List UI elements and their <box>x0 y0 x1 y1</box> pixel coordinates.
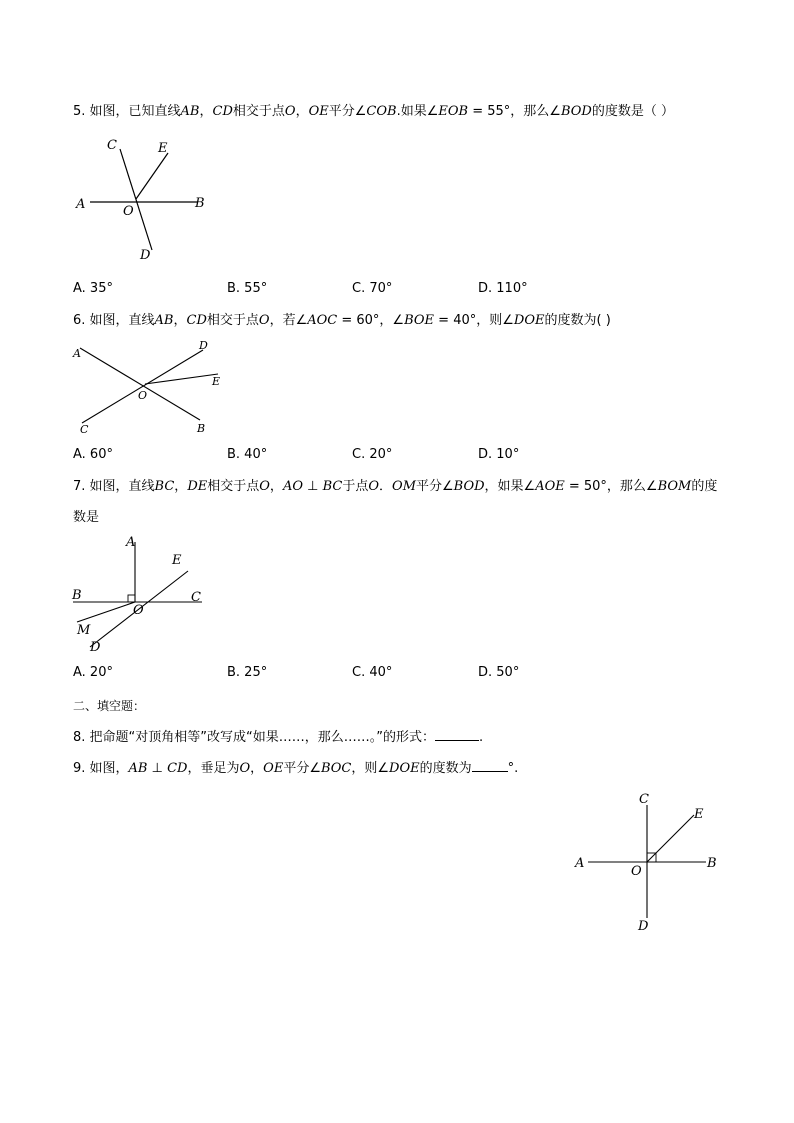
q6-figure <box>70 338 230 438</box>
q7-label-b: B <box>72 588 82 603</box>
q7-perp-symbol: ⊥ <box>302 479 323 494</box>
q9-text: 的度数为 <box>419 761 472 776</box>
q7-var-bom: BOM <box>657 479 692 494</box>
q9-figure <box>572 790 732 935</box>
q5-var-cd: CD <box>212 104 233 119</box>
q7-label-o: O <box>133 603 144 618</box>
q7-text: 于点 <box>342 479 369 494</box>
q7-text: = 50°，那么∠ <box>564 479 658 494</box>
q6-line-cd <box>82 350 203 423</box>
q7-label-d: D <box>90 640 101 655</box>
q5-var-eob: EOB <box>438 104 469 119</box>
q9-label-e: E <box>694 807 704 822</box>
q6-label-d: D <box>199 339 208 352</box>
q7-text: ，如果∠ <box>484 479 536 494</box>
q7-stem-line2: 数是 <box>73 510 100 525</box>
q7-option-a[interactable]: A. 20° <box>73 665 113 680</box>
q7-var-bc: BC <box>154 479 175 494</box>
q8-text: 8. 把命题“对顶角相等”改写成“如果……，那么……。”的形式： <box>73 730 435 745</box>
q7-label-e: E <box>172 553 182 568</box>
q7-text: 的度 <box>691 479 718 494</box>
q7-text: 平分∠ <box>416 479 454 494</box>
q6-text: = 60°，∠ <box>337 313 405 328</box>
q6-text: = 40°，则∠ <box>434 313 514 328</box>
q5-option-a[interactable]: A. 35° <box>73 281 113 296</box>
q7-stem <box>73 477 717 497</box>
q6-label-e: E <box>212 375 221 388</box>
q5-line-cd <box>120 149 152 250</box>
q7-text: ， <box>269 479 283 494</box>
q9-text: ， <box>250 761 264 776</box>
q5-var-ab: AB <box>180 104 200 119</box>
q5-text: 相交于点 <box>232 104 285 119</box>
q6-label-o: O <box>138 389 148 402</box>
q6-var-aoc: AOC <box>307 313 338 328</box>
q9-var-o: O <box>239 761 251 776</box>
q6-option-c[interactable]: C. 20° <box>352 447 393 462</box>
q9-var-ab: AB <box>128 761 148 776</box>
q5-ray-oe <box>136 153 168 199</box>
q5-text: 5. 如图，已知直线 <box>73 104 181 119</box>
q9-text: ，垂足为 <box>187 761 240 776</box>
q6-var-cd: CD <box>186 313 207 328</box>
q6-var-ab: AB <box>154 313 174 328</box>
q6-label-c: C <box>80 423 89 436</box>
q5-text: 平分∠ <box>328 104 367 119</box>
q9-answer-blank[interactable] <box>472 758 508 772</box>
q5-label-d: D <box>140 248 151 263</box>
q5-option-c[interactable]: C. 70° <box>352 281 393 296</box>
q6-var-o: O <box>258 313 270 328</box>
q7-var-o: O <box>259 479 270 494</box>
q5-label-e: E <box>158 141 168 156</box>
q6-text: 6. 如图，直线 <box>73 313 155 328</box>
q6-text: 相交于点 <box>206 313 259 328</box>
q9-var-doe: DOE <box>389 761 420 776</box>
q7-var-aoe: AOE <box>535 479 565 494</box>
q5-label-o: O <box>123 204 134 219</box>
q9-label-d: D <box>638 919 649 934</box>
q7-var-o: O <box>368 479 380 494</box>
q6-text: ，若∠ <box>269 313 308 328</box>
q8-answer-blank[interactable] <box>435 727 479 741</box>
q9-label-c: C <box>639 792 649 807</box>
q7-label-c: C <box>191 590 201 605</box>
q5-stem <box>73 102 674 122</box>
q7-var-om: OM <box>392 479 416 494</box>
q7-text: ． <box>379 479 393 494</box>
section-title: 二、填空题： <box>73 699 146 713</box>
q5-figure <box>70 135 220 265</box>
q9-label-o: O <box>631 864 642 879</box>
q6-option-d[interactable]: D. 10° <box>478 447 520 462</box>
q6-var-doe: DOE <box>513 313 545 328</box>
q6-text: 的度数为( ) <box>544 313 611 328</box>
q6-text: ， <box>173 313 187 328</box>
q5-var-o: O <box>284 104 296 119</box>
q5-text: ， <box>295 104 309 119</box>
q8-stem <box>73 727 483 748</box>
q6-label-a: A <box>73 347 81 360</box>
q5-text: = 55°，那么∠ <box>468 104 561 119</box>
q5-option-b[interactable]: B. 55° <box>227 281 268 296</box>
q7-option-b[interactable]: B. 25° <box>227 665 268 680</box>
q9-label-b: B <box>707 856 717 871</box>
q9-text: °. <box>507 761 519 776</box>
q7-label-a: A <box>126 535 136 550</box>
q7-text: ， <box>174 479 188 494</box>
q8-text: . <box>478 730 484 745</box>
q6-var-boe: BOE <box>404 313 435 328</box>
q7-label-m: M <box>77 623 91 638</box>
q5-label-a: A <box>76 197 86 212</box>
q5-var-bod: BOD <box>560 104 592 119</box>
q5-label-c: C <box>107 138 117 153</box>
q6-option-a[interactable]: A. 60° <box>73 447 113 462</box>
q9-stem <box>73 758 518 779</box>
q5-text: ， <box>199 104 213 119</box>
q7-var-bod: BOD <box>453 479 485 494</box>
q9-perp-symbol: ⊥ <box>147 761 168 776</box>
q5-option-d[interactable]: D. 110° <box>478 281 528 296</box>
q5-text: .如果∠ <box>396 104 439 119</box>
q9-var-oe: OE <box>263 761 284 776</box>
q7-var-ao: AO <box>282 479 303 494</box>
q5-var-cob: COB <box>366 104 397 119</box>
q9-label-a: A <box>575 856 585 871</box>
q7-figure <box>70 532 210 657</box>
q5-label-b: B <box>195 196 205 211</box>
q9-var-boc: BOC <box>320 761 352 776</box>
q6-line-ab <box>80 348 200 420</box>
q9-text: 9. 如图， <box>73 761 129 776</box>
q7-right-angle-mark <box>128 595 135 602</box>
q5-var-oe: OE <box>308 104 329 119</box>
q5-text: 的度数是（ ） <box>591 104 674 119</box>
q7-var-de: DE <box>187 479 208 494</box>
q7-option-c[interactable]: C. 40° <box>352 665 393 680</box>
q9-text: ，则∠ <box>351 761 390 776</box>
q6-option-b[interactable]: B. 40° <box>227 447 268 462</box>
q7-var-bc: BC <box>322 479 343 494</box>
q6-stem <box>73 311 611 331</box>
q7-text: 7. 如图，直线 <box>73 479 155 494</box>
q7-text: 相交于点 <box>207 479 260 494</box>
q9-ray-oe <box>647 815 694 862</box>
q9-text: 平分∠ <box>283 761 321 776</box>
q9-var-cd: CD <box>167 761 188 776</box>
q6-label-b: B <box>197 422 206 435</box>
q7-option-d[interactable]: D. 50° <box>478 665 520 680</box>
